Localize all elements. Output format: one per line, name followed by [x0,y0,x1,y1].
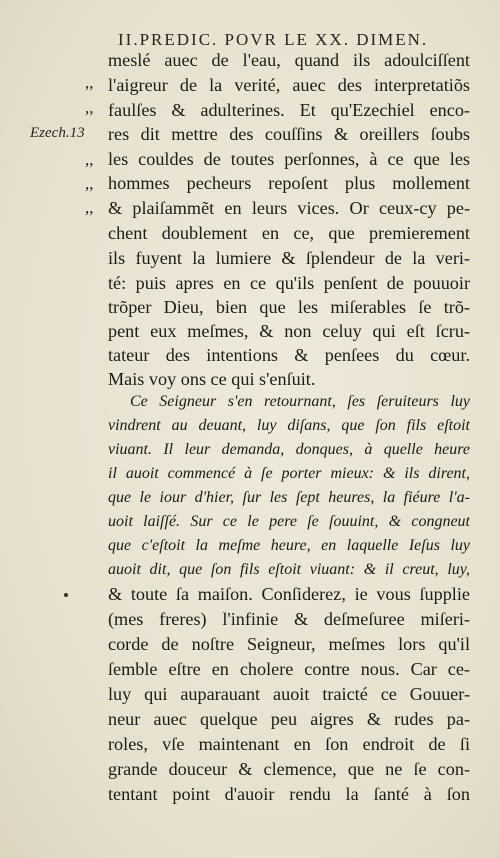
text-line: les couldes de toutes perſonnes, à ce que les [108,149,470,169]
running-header: II.PREDIC. POVR LE XX. DIMEN. [118,30,429,49]
scripture-quote-line: il auoit commencé à ſe porter mieux: & ils dirent, [108,465,470,482]
scripture-quote-line: uoit laiſſé. Sur ce le pere ſe ſouuint, & congneut [108,513,470,530]
text-line: corde de noſtre Seigneur, meſmes lors qu'il [108,634,470,654]
scripture-quote-line: Ce Seigneur s'en retournant, ſes ſeruiteurs luy [130,393,470,410]
text-line: pent eux meſmes, & non celuy qui eſt ſcru- [108,321,470,341]
scripture-quote-line: viuant. Il leur demanda, donques, à quelle heure [108,441,470,458]
text-line: trõper Dieu, bien que les miſerables ſe trõ- [108,297,470,317]
marginal-reference: Ezech.13 [30,125,85,141]
text-line: & plaiſammẽt en leurs vices. Or ceux-cy pe- [108,198,470,218]
scripture-quote-line: auoit dit, que ſon fils eſtoit viuant: & il creut, luy, [108,561,470,578]
text-line: ſemble eſtre en cholere contre nous. Car ce- [108,659,470,679]
text-line: neur auec quelque peu aigres & rudes pa- [108,709,470,729]
text-line: grande douceur & clemence, que ne ſe con- [108,759,470,779]
text-line: chent doublement en ce, que premierement [108,223,470,243]
ink-speck [64,593,68,597]
text-line: tentant point d'auoir rendu la ſanté à ſon [108,784,470,804]
scripture-quote-line: que c'eſtoit la meſme heure, en laquelle Ieſus luy [108,537,470,554]
text-line: res dit mettre des couſſins & oreillers ſoubs [108,124,470,144]
scripture-quote-line: que le iour d'hier, ſur les ſept heures, la fiéure l'a- [108,489,470,506]
text-line: (mes freres) l'infinie & deſmeſuree miſeri- [108,609,470,629]
text-line: té: puis apres en ce qu'ils penſent de pouuoir [108,273,470,293]
quote-mark: ,, [85,73,94,92]
text-line: & toute ſa maiſon. Conſiderez, ie vous ſupplie [108,584,470,604]
text-line: tateur des intentions & penſees du cœur. [108,345,470,365]
text-line: hommes pecheurs repoſent plus mollement [108,173,470,193]
text-line: l'aigreur de la verité, auec des interpretatiõs [108,75,470,95]
quote-mark: ,, [85,174,94,193]
text-line: ils fuyent la lumiere & ſplendeur de la veri- [108,248,470,268]
text-line: meslé auec de l'eau, quand ils adoulciſſent [108,50,470,70]
text-line: roles, vſe maintenant en ſon endroit de ſi [108,734,470,754]
text-line: faulſes & adulterines. Et qu'Ezechiel enco- [108,100,470,120]
text-line: luy qui auparauant auoit traicté ce Gouuer- [108,684,470,704]
quote-mark: ,, [85,98,94,117]
text-line: Mais voy ons ce qui s'enſuit. [108,369,316,389]
scripture-quote-line: vindrent au deuant, luy diſans, que ſon fils eſtoit [108,417,470,434]
quote-mark: ,, [85,198,94,217]
quote-mark: ,, [85,150,94,169]
